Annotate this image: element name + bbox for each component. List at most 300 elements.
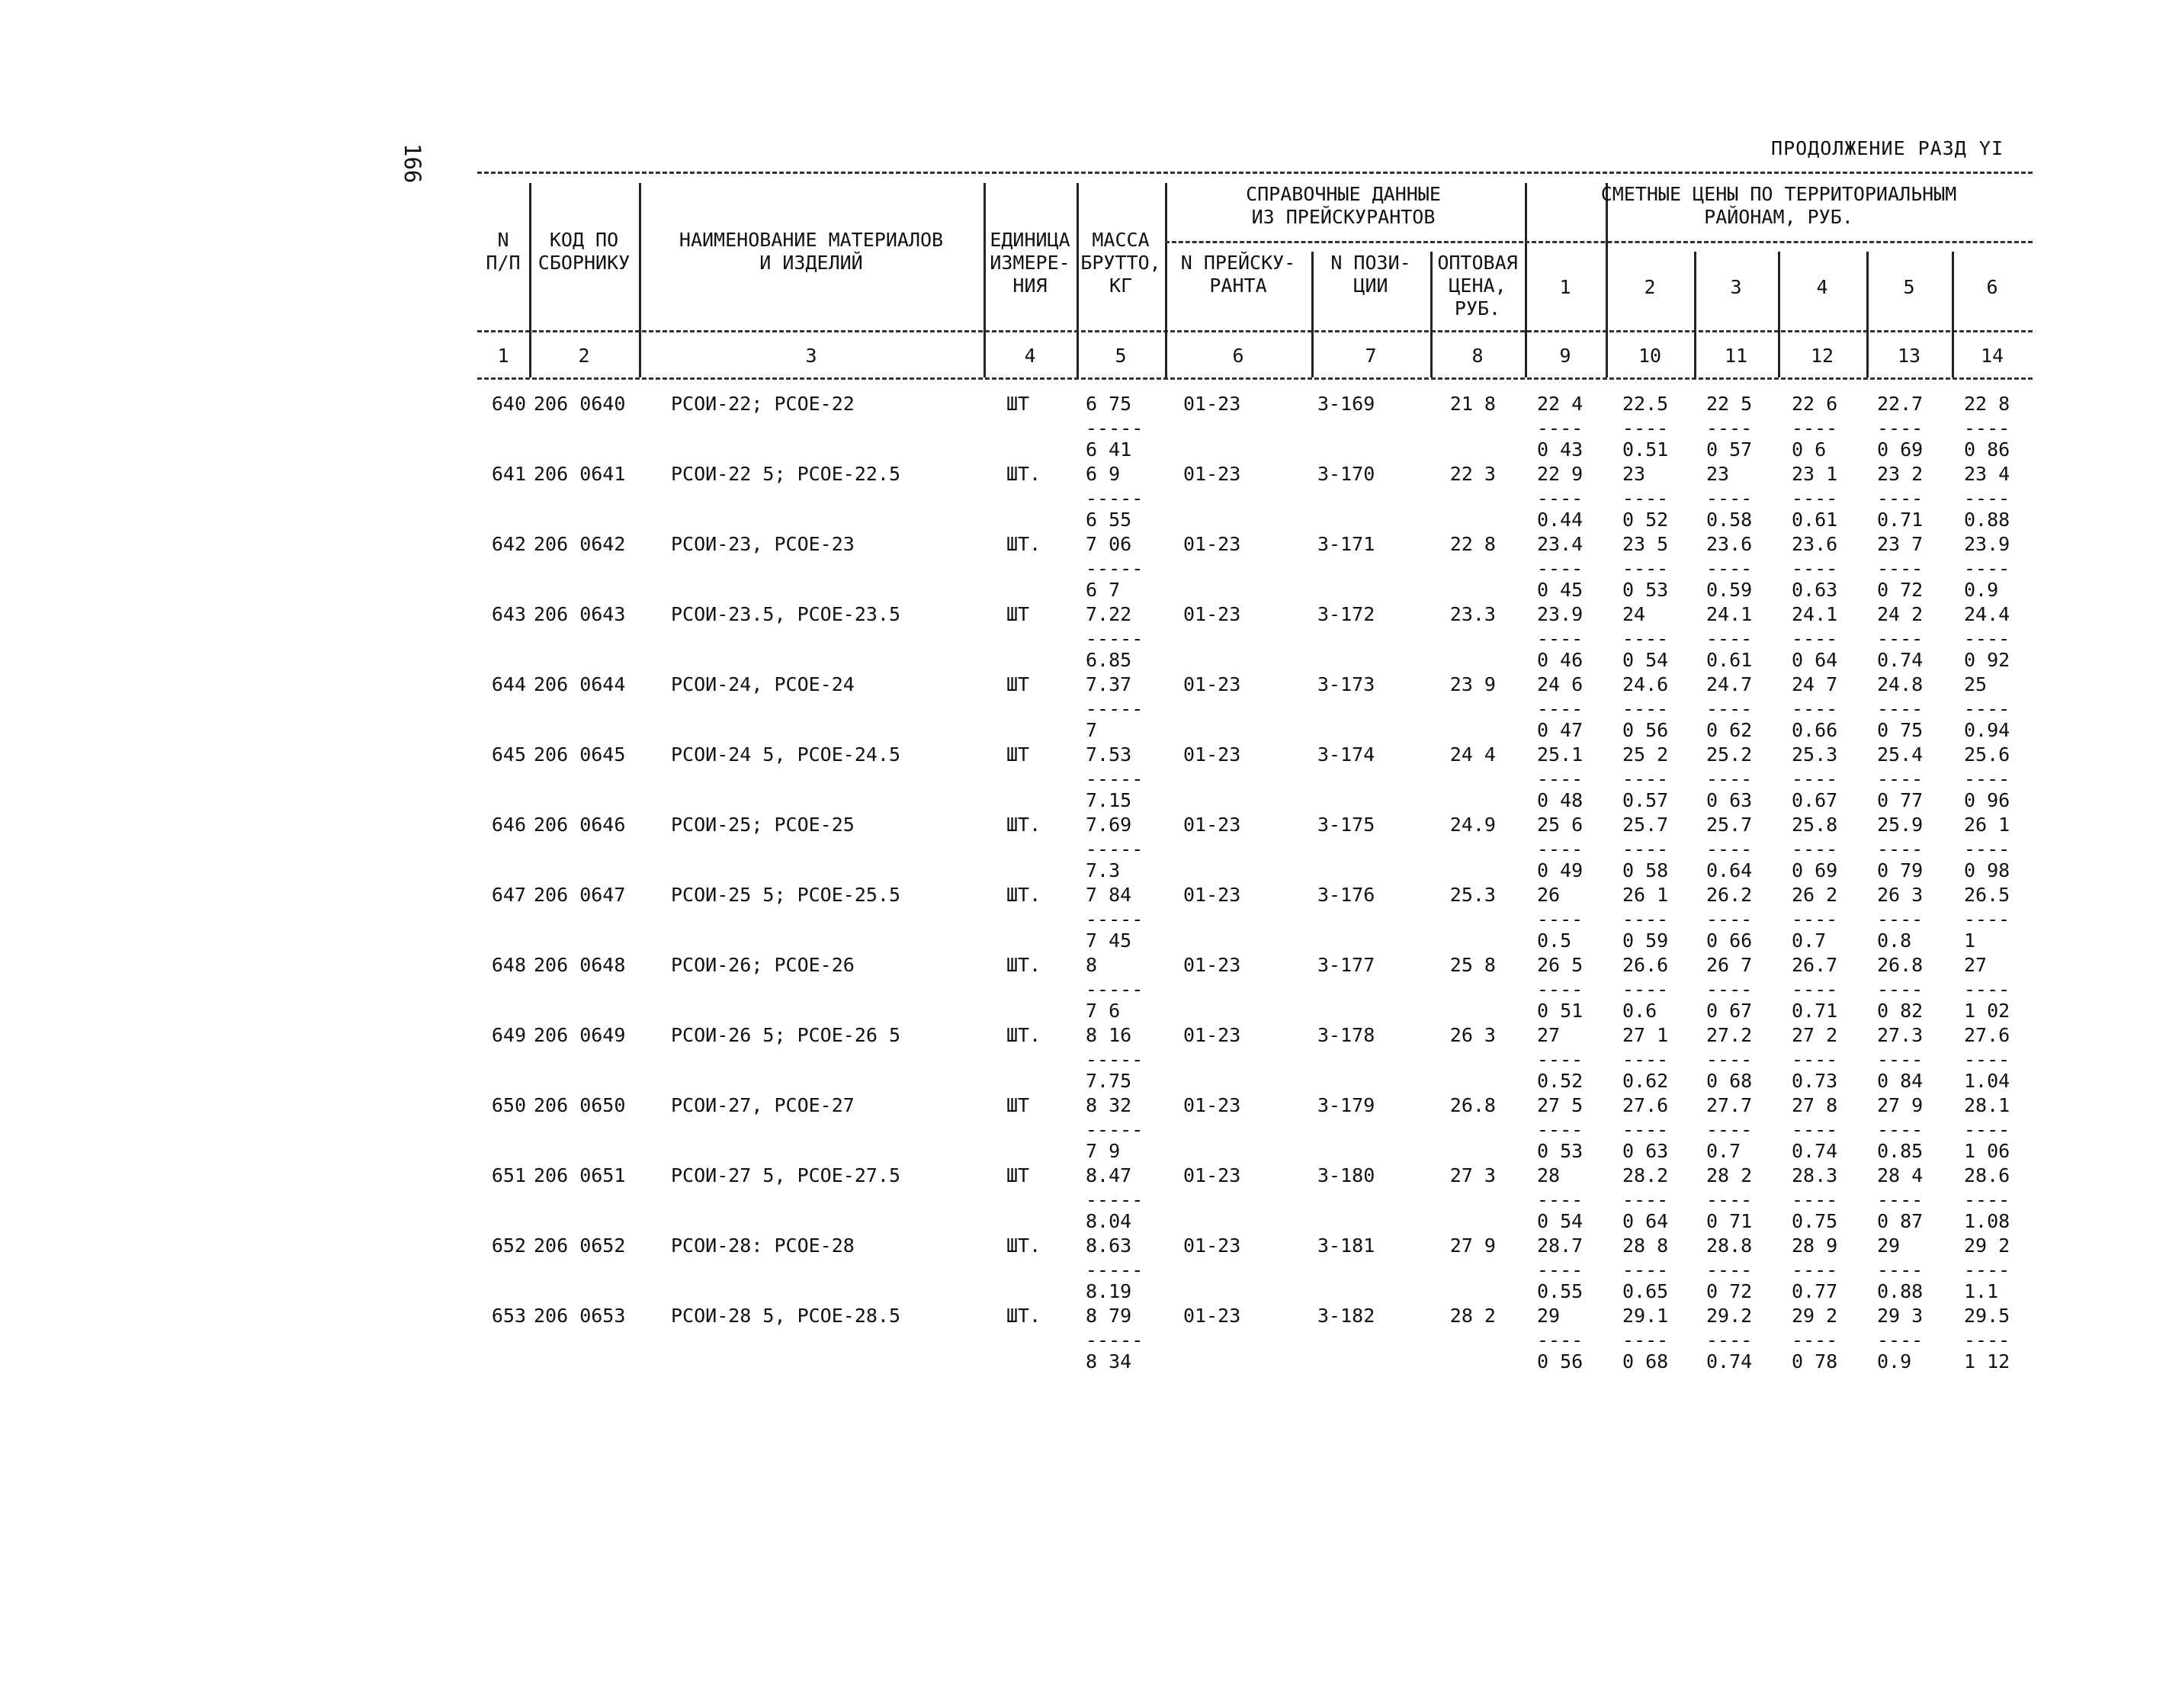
row-district-price-6: 24.4 <box>1964 603 2010 625</box>
row-code: 206 0645 <box>534 743 626 766</box>
header-reference-group-line: ИЗ ПРЕЙСКУРАНТОВ <box>1251 206 1436 228</box>
column-number-6: 6 <box>1232 345 1244 367</box>
row-code: 206 0642 <box>534 533 626 555</box>
column-number-11: 11 <box>1724 345 1748 367</box>
row-material-name: РСОИ-28: РСОЕ-28 <box>671 1234 855 1257</box>
header-district-3-line: 3 <box>1730 276 1742 298</box>
row-district-surcharge-3: 0.74 <box>1706 1350 1753 1372</box>
row-code: 206 0644 <box>534 673 626 695</box>
row-district-surcharge-3: 0.58 <box>1706 509 1753 531</box>
row-unit: ШТ. <box>1006 463 1041 485</box>
sep-line: ---- <box>1706 1119 1753 1141</box>
sep-line: ---- <box>1792 1048 1838 1071</box>
row-district-surcharge-1: 0 56 <box>1537 1350 1584 1372</box>
row-district-surcharge-5: 0 82 <box>1877 1000 1924 1022</box>
row-district-price-1: 29 <box>1537 1305 1561 1327</box>
row-mass-gross: 7.37 <box>1086 673 1132 695</box>
sep-line: ---- <box>1964 698 2010 720</box>
sep-line: ---- <box>1877 908 1924 930</box>
sep-line: ---- <box>1706 557 1753 580</box>
sep-line: ---- <box>1792 908 1838 930</box>
header-prices-group-line: РАЙОНАМ, РУБ. <box>1704 206 1853 228</box>
row-pricelist-number: 01-23 <box>1183 463 1241 485</box>
sep-line: ---- <box>1537 557 1584 580</box>
header-position-number-line: N ПОЗИ- <box>1330 252 1411 274</box>
row-district-price-5: 22.7 <box>1877 393 1924 415</box>
row-wholesale-price: 25 8 <box>1449 954 1496 976</box>
row-district-price-6: 28.6 <box>1964 1164 2010 1186</box>
row-pricelist-number: 01-23 <box>1183 814 1241 836</box>
sep-line: ---- <box>1537 487 1584 509</box>
row-district-price-6: 28.1 <box>1964 1094 2010 1116</box>
header-district-3 <box>1694 276 1778 299</box>
sep-line: ---- <box>1622 838 1669 860</box>
sep-line: ---- <box>1792 557 1838 580</box>
row-unit: ШТ. <box>1006 533 1041 555</box>
row-district-price-5: 23 7 <box>1877 533 1924 555</box>
row-unit: ШТ. <box>1006 814 1041 836</box>
sep-line: ---- <box>1537 838 1584 860</box>
row-wholesale-price: 24.9 <box>1449 814 1496 836</box>
row-material-name: РСОИ-24, РСОЕ-24 <box>671 673 855 695</box>
row-mass-net: 7.75 <box>1086 1070 1132 1092</box>
row-district-price-1: 28 <box>1537 1164 1561 1186</box>
reference-group-rule <box>1165 241 1523 243</box>
sep-line: ----- <box>1086 417 1144 439</box>
row-district-surcharge-3: 0 57 <box>1706 438 1753 461</box>
row-number: 644 <box>491 673 526 695</box>
row-pricelist-number: 01-23 <box>1183 393 1241 415</box>
sep-line: ---- <box>1792 628 1838 650</box>
row-district-surcharge-2: 0.65 <box>1622 1280 1669 1302</box>
header-prices-group <box>1525 183 2033 229</box>
sep-line: ---- <box>1537 908 1584 930</box>
header-district-2-line: 2 <box>1644 276 1656 298</box>
header-reference-group <box>1165 183 1522 229</box>
row-district-surcharge-3: 0.7 <box>1706 1140 1741 1162</box>
row-number: 646 <box>491 814 526 836</box>
header-prices-group-line: СМЕТНЫЕ ЦЕНЫ ПО ТЕРРИТОРИАЛЬНЫМ <box>1600 183 1957 205</box>
row-pricelist-number: 01-23 <box>1183 1164 1241 1186</box>
row-wholesale-price: 22 8 <box>1449 533 1496 555</box>
row-district-surcharge-4: 0.73 <box>1792 1070 1838 1092</box>
sep-line: ---- <box>1964 1259 2010 1281</box>
header-pricelist-number-line: РАНТА <box>1209 274 1267 297</box>
sep-line: ---- <box>1877 768 1924 790</box>
row-district-surcharge-2: 0 53 <box>1622 579 1669 601</box>
row-district-price-4: 22 6 <box>1792 393 1838 415</box>
header-mass-line: КГ <box>1109 274 1133 297</box>
row-district-price-2: 26 1 <box>1622 884 1669 906</box>
sep-line: ----- <box>1086 1048 1144 1071</box>
row-number: 649 <box>491 1024 526 1046</box>
row-district-price-4: 27 8 <box>1792 1094 1838 1116</box>
row-district-surcharge-4: 0.66 <box>1792 719 1838 741</box>
row-district-price-2: 28 8 <box>1622 1234 1669 1257</box>
row-unit: ШТ <box>1006 603 1030 625</box>
row-district-price-2: 26.6 <box>1622 954 1669 976</box>
header-district-1 <box>1525 276 1606 299</box>
sep-line: ---- <box>1537 698 1584 720</box>
row-district-price-2: 25.7 <box>1622 814 1669 836</box>
row-district-surcharge-2: 0 52 <box>1622 509 1669 531</box>
row-district-price-6: 26.5 <box>1964 884 2010 906</box>
sep-line: ---- <box>1964 978 2010 1000</box>
sep-line: ---- <box>1964 487 2010 509</box>
sep-line: ---- <box>1792 838 1838 860</box>
sep-line: ----- <box>1086 1259 1144 1281</box>
row-district-surcharge-1: 0 49 <box>1537 859 1584 881</box>
sep-line: ---- <box>1964 1189 2010 1211</box>
row-unit: ШТ <box>1006 743 1030 766</box>
row-material-name: РСОИ-23.5, РСОЕ-23.5 <box>671 603 901 625</box>
row-district-surcharge-2: 0.57 <box>1622 789 1669 811</box>
row-district-price-3: 27.2 <box>1706 1024 1753 1046</box>
row-district-surcharge-6: 0.9 <box>1964 579 1999 601</box>
row-district-surcharge-4: 0 64 <box>1792 649 1838 671</box>
header-mass-line: МАССА <box>1092 229 1150 251</box>
row-number: 641 <box>491 463 526 485</box>
row-material-name: РСОИ-25 5; РСОЕ-25.5 <box>671 884 901 906</box>
row-mass-gross: 7 84 <box>1086 884 1132 906</box>
row-code: 206 0653 <box>534 1305 626 1327</box>
sep-line: ---- <box>1792 1189 1838 1211</box>
row-district-surcharge-3: 0.64 <box>1706 859 1753 881</box>
row-district-price-2: 29.1 <box>1622 1305 1669 1327</box>
row-district-price-4: 26.7 <box>1792 954 1838 976</box>
row-district-price-1: 22 4 <box>1537 393 1584 415</box>
row-district-price-4: 23.6 <box>1792 533 1838 555</box>
row-district-surcharge-3: 0.61 <box>1706 649 1753 671</box>
header-position-number-line: ЦИИ <box>1353 274 1388 297</box>
row-district-price-5: 26 3 <box>1877 884 1924 906</box>
row-district-surcharge-1: 0 53 <box>1537 1140 1584 1162</box>
sep-line: ----- <box>1086 1119 1144 1141</box>
row-district-price-6: 27.6 <box>1964 1024 2010 1046</box>
header-unit-line: НИЯ <box>1012 274 1048 297</box>
sep-line: ----- <box>1086 978 1144 1000</box>
row-code: 206 0640 <box>534 393 626 415</box>
sep-line: ---- <box>1706 698 1753 720</box>
row-district-surcharge-4: 0 6 <box>1792 438 1827 461</box>
sep-line: ---- <box>1792 768 1838 790</box>
row-wholesale-price: 25.3 <box>1449 884 1496 906</box>
row-material-name: РСОИ-27 5, РСОЕ-27.5 <box>671 1164 901 1186</box>
sep-line: ---- <box>1537 1048 1584 1071</box>
prices-group-rule <box>1525 241 2033 243</box>
sep-line: ---- <box>1792 1119 1838 1141</box>
row-district-price-1: 26 <box>1537 884 1561 906</box>
sep-line: ---- <box>1537 1329 1584 1351</box>
row-number: 640 <box>491 393 526 415</box>
row-district-surcharge-2: 0 64 <box>1622 1210 1669 1232</box>
row-district-price-4: 28 9 <box>1792 1234 1838 1257</box>
row-position-number: 3-171 <box>1317 533 1375 555</box>
row-district-price-2: 23 <box>1622 463 1646 485</box>
row-number: 648 <box>491 954 526 976</box>
row-district-surcharge-5: 0 75 <box>1877 719 1924 741</box>
row-wholesale-price: 26.8 <box>1449 1094 1496 1116</box>
row-district-price-1: 28.7 <box>1537 1234 1584 1257</box>
row-mass-net: 6 7 <box>1086 579 1121 601</box>
row-wholesale-price: 22 3 <box>1449 463 1496 485</box>
header-pricelist-number <box>1165 252 1311 297</box>
header-position-number <box>1311 252 1430 297</box>
row-district-surcharge-5: 0 72 <box>1877 579 1924 601</box>
row-district-surcharge-1: 0 54 <box>1537 1210 1584 1232</box>
sep-line: ---- <box>1877 1189 1924 1211</box>
row-district-surcharge-6: 0.88 <box>1964 509 2010 531</box>
row-wholesale-price: 23 9 <box>1449 673 1496 695</box>
sep-line: ---- <box>1964 1329 2010 1351</box>
row-district-surcharge-3: 0 68 <box>1706 1070 1753 1092</box>
row-district-surcharge-6: 0 86 <box>1964 438 2010 461</box>
sep-line: ---- <box>1964 908 2010 930</box>
row-unit: ШТ <box>1006 1094 1030 1116</box>
row-mass-gross: 7 06 <box>1086 533 1132 555</box>
row-wholesale-price: 24 4 <box>1449 743 1496 766</box>
row-material-name: РСОИ-23, РСОЕ-23 <box>671 533 855 555</box>
page-number: 166 <box>399 143 425 184</box>
row-material-name: РСОИ-22; РСОЕ-22 <box>671 393 855 415</box>
header-district-6 <box>1952 276 2033 299</box>
sep-line: ---- <box>1537 978 1584 1000</box>
row-number: 643 <box>491 603 526 625</box>
row-district-surcharge-1: 0 51 <box>1537 1000 1584 1022</box>
sep-line: ---- <box>1622 1048 1669 1071</box>
row-pricelist-number: 01-23 <box>1183 603 1241 625</box>
row-district-price-2: 27 1 <box>1622 1024 1669 1046</box>
row-district-price-4: 28.3 <box>1792 1164 1838 1186</box>
row-district-surcharge-2: 0 56 <box>1622 719 1669 741</box>
column-number-4: 4 <box>1024 345 1036 367</box>
header-bottom-rule <box>477 330 2033 332</box>
row-district-surcharge-6: 1.08 <box>1964 1210 2010 1232</box>
row-district-surcharge-3: 0 72 <box>1706 1280 1753 1302</box>
row-pricelist-number: 01-23 <box>1183 954 1241 976</box>
row-district-surcharge-2: 0 68 <box>1622 1350 1669 1372</box>
row-unit: ШТ. <box>1006 1234 1041 1257</box>
row-district-price-2: 27.6 <box>1622 1094 1669 1116</box>
sep-line: ----- <box>1086 1189 1144 1211</box>
row-district-price-4: 26 2 <box>1792 884 1838 906</box>
row-wholesale-price: 21 8 <box>1449 393 1496 415</box>
row-district-surcharge-1: 0 45 <box>1537 579 1584 601</box>
column-number-14: 14 <box>1980 345 2004 367</box>
row-mass-gross: 8 16 <box>1086 1024 1132 1046</box>
row-district-price-5: 25.9 <box>1877 814 1924 836</box>
header-mass-line: БРУТТО, <box>1080 252 1161 274</box>
header-wholesale-price <box>1430 252 1525 320</box>
sep-line: ---- <box>1537 1119 1584 1141</box>
row-unit: ШТ. <box>1006 884 1041 906</box>
header-unit-line: ИЗМЕРЕ- <box>990 252 1070 274</box>
header-district-2 <box>1606 276 1694 299</box>
row-district-price-1: 22 9 <box>1537 463 1584 485</box>
row-mass-gross: 8.47 <box>1086 1164 1132 1186</box>
row-mass-gross: 6 9 <box>1086 463 1121 485</box>
sep-line: ---- <box>1622 978 1669 1000</box>
row-district-surcharge-2: 0.6 <box>1622 1000 1657 1022</box>
row-number: 653 <box>491 1305 526 1327</box>
row-district-surcharge-4: 0.71 <box>1792 1000 1838 1022</box>
row-district-surcharge-1: 0.55 <box>1537 1280 1584 1302</box>
row-district-surcharge-6: 1 06 <box>1964 1140 2010 1162</box>
column-number-9: 9 <box>1559 345 1571 367</box>
header-district-6-line: 6 <box>1986 276 1998 298</box>
row-pricelist-number: 01-23 <box>1183 884 1241 906</box>
row-wholesale-price: 26 3 <box>1449 1024 1496 1046</box>
row-mass-net: 7 45 <box>1086 929 1132 952</box>
sep-line: ---- <box>1622 628 1669 650</box>
sep-line: ---- <box>1964 628 2010 650</box>
sep-line: ---- <box>1964 1048 2010 1071</box>
row-district-surcharge-1: 0 46 <box>1537 649 1584 671</box>
row-district-price-3: 26.2 <box>1706 884 1753 906</box>
sep-line: ----- <box>1086 908 1144 930</box>
row-code: 206 0641 <box>534 463 626 485</box>
row-district-price-3: 24.7 <box>1706 673 1753 695</box>
sep-line: ---- <box>1622 908 1669 930</box>
sep-line: ----- <box>1086 698 1144 720</box>
row-material-name: РСОИ-26; РСОЕ-26 <box>671 954 855 976</box>
row-mass-gross: 8.63 <box>1086 1234 1132 1257</box>
row-district-price-1: 23.4 <box>1537 533 1584 555</box>
row-district-surcharge-4: 0.63 <box>1792 579 1838 601</box>
row-district-price-6: 25.6 <box>1964 743 2010 766</box>
sep-line: ----- <box>1086 1329 1144 1351</box>
sep-line: ---- <box>1706 487 1753 509</box>
row-district-surcharge-2: 0 58 <box>1622 859 1669 881</box>
header-district-5-line: 5 <box>1903 276 1915 298</box>
sep-line: ---- <box>1622 557 1669 580</box>
sep-line: ---- <box>1622 698 1669 720</box>
row-district-price-3: 23 <box>1706 463 1730 485</box>
row-district-surcharge-6: 1.04 <box>1964 1070 2010 1092</box>
row-district-price-1: 25 6 <box>1537 814 1584 836</box>
row-code: 206 0652 <box>534 1234 626 1257</box>
header-district-4-line: 4 <box>1816 276 1828 298</box>
header-wholesale-price-line: ЦЕНА, <box>1449 274 1507 297</box>
row-wholesale-price: 27 3 <box>1449 1164 1496 1186</box>
row-district-surcharge-6: 1 02 <box>1964 1000 2010 1022</box>
sep-line: ---- <box>1622 1189 1669 1211</box>
sep-line: ---- <box>1706 768 1753 790</box>
row-district-surcharge-5: 0 84 <box>1877 1070 1924 1092</box>
row-district-price-3: 25.2 <box>1706 743 1753 766</box>
row-pricelist-number: 01-23 <box>1183 1234 1241 1257</box>
row-wholesale-price: 23.3 <box>1449 603 1496 625</box>
row-district-price-3: 24.1 <box>1706 603 1753 625</box>
sep-line: ---- <box>1877 417 1924 439</box>
header-code-line: КОД ПО <box>549 229 619 251</box>
number-row-rule <box>477 377 2033 380</box>
row-district-surcharge-4: 0.77 <box>1792 1280 1838 1302</box>
header-mass <box>1077 229 1165 297</box>
row-position-number: 3-179 <box>1317 1094 1375 1116</box>
row-mass-net: 8.19 <box>1086 1280 1132 1302</box>
row-district-surcharge-4: 0 69 <box>1792 859 1838 881</box>
row-district-price-6: 29 2 <box>1964 1234 2010 1257</box>
row-mass-gross: 7.53 <box>1086 743 1132 766</box>
row-district-surcharge-5: 0 69 <box>1877 438 1924 461</box>
row-district-surcharge-6: 1 12 <box>1964 1350 2010 1372</box>
sep-line: ---- <box>1964 417 2010 439</box>
sep-line: ----- <box>1086 628 1144 650</box>
row-district-surcharge-3: 0.59 <box>1706 579 1753 601</box>
row-district-price-3: 22 5 <box>1706 393 1753 415</box>
row-district-price-5: 24.8 <box>1877 673 1924 695</box>
row-district-price-2: 24.6 <box>1622 673 1669 695</box>
row-mass-gross: 8 79 <box>1086 1305 1132 1327</box>
sep-line: ---- <box>1537 417 1584 439</box>
sep-line: ---- <box>1964 838 2010 860</box>
row-pricelist-number: 01-23 <box>1183 673 1241 695</box>
row-mass-net: 7 <box>1086 719 1098 741</box>
row-district-surcharge-5: 0.85 <box>1877 1140 1924 1162</box>
row-district-price-2: 24 <box>1622 603 1646 625</box>
row-code: 206 0649 <box>534 1024 626 1046</box>
row-pricelist-number: 01-23 <box>1183 1305 1241 1327</box>
row-pricelist-number: 01-23 <box>1183 1024 1241 1046</box>
row-mass-gross: 8 <box>1086 954 1098 976</box>
row-district-price-3: 28.8 <box>1706 1234 1753 1257</box>
row-unit: ШТ <box>1006 1164 1030 1186</box>
row-district-price-4: 24.1 <box>1792 603 1838 625</box>
row-district-surcharge-1: 0.52 <box>1537 1070 1584 1092</box>
sep-line: ---- <box>1622 1259 1669 1281</box>
column-number-7: 7 <box>1365 345 1377 367</box>
row-position-number: 3-180 <box>1317 1164 1375 1186</box>
row-district-price-3: 23.6 <box>1706 533 1753 555</box>
row-district-price-6: 22 8 <box>1964 393 2010 415</box>
row-code: 206 0643 <box>534 603 626 625</box>
row-district-surcharge-4: 0.7 <box>1792 929 1827 952</box>
row-mass-gross: 6 75 <box>1086 393 1132 415</box>
sep-line: ---- <box>1877 1329 1924 1351</box>
header-district-4 <box>1778 276 1866 299</box>
row-district-price-2: 28.2 <box>1622 1164 1669 1186</box>
sep-line: ---- <box>1706 978 1753 1000</box>
header-unit-line: ЕДИНИЦА <box>990 229 1070 251</box>
sep-line: ---- <box>1877 628 1924 650</box>
row-code: 206 0651 <box>534 1164 626 1186</box>
row-position-number: 3-169 <box>1317 393 1375 415</box>
sep-line: ---- <box>1877 978 1924 1000</box>
row-district-price-5: 25.4 <box>1877 743 1924 766</box>
row-district-surcharge-4: 0.75 <box>1792 1210 1838 1232</box>
sep-line: ---- <box>1792 1259 1838 1281</box>
sep-line: ---- <box>1877 1259 1924 1281</box>
row-position-number: 3-174 <box>1317 743 1375 766</box>
sep-line: ---- <box>1706 417 1753 439</box>
row-district-surcharge-4: 0.67 <box>1792 789 1838 811</box>
row-district-surcharge-2: 0.51 <box>1622 438 1669 461</box>
sep-line: ---- <box>1622 1119 1669 1141</box>
row-district-surcharge-2: 0 59 <box>1622 929 1669 952</box>
row-district-surcharge-6: 0 92 <box>1964 649 2010 671</box>
row-material-name: РСОИ-24 5, РСОЕ-24.5 <box>671 743 901 766</box>
row-district-price-5: 26.8 <box>1877 954 1924 976</box>
header-wholesale-price-line: ОПТОВАЯ <box>1437 252 1518 274</box>
section-continuation-title: ПРОДОЛЖЕНИЕ РАЗД YI <box>1771 137 2004 159</box>
row-district-price-3: 28 2 <box>1706 1164 1753 1186</box>
row-district-price-1: 27 <box>1537 1024 1561 1046</box>
header-name <box>639 229 984 274</box>
row-district-surcharge-1: 0.5 <box>1537 929 1572 952</box>
row-mass-net: 7.15 <box>1086 789 1132 811</box>
row-position-number: 3-170 <box>1317 463 1375 485</box>
